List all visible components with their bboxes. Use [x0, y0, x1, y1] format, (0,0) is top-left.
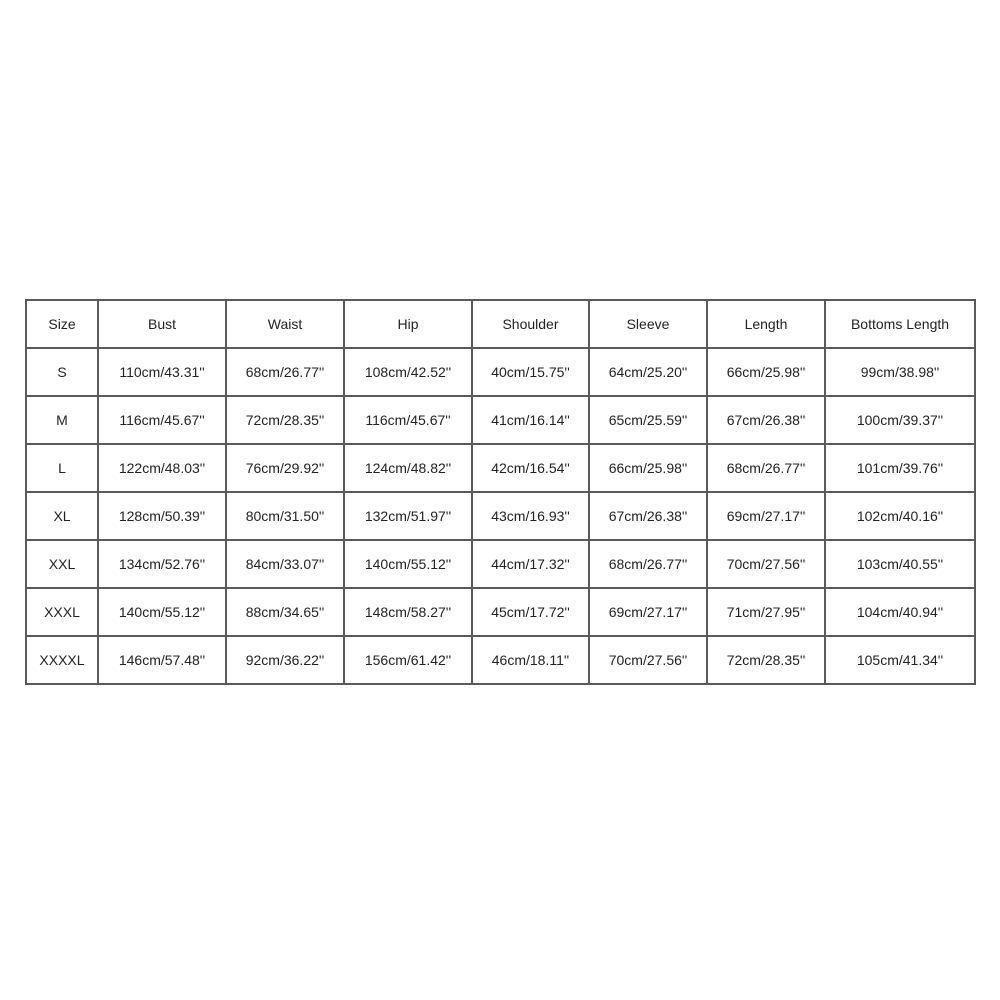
- size-cell: M: [26, 396, 98, 444]
- waist-cell: 76cm/29.92'': [226, 444, 344, 492]
- waist-cell: 68cm/26.77'': [226, 348, 344, 396]
- bottoms-length-cell: 101cm/39.76'': [825, 444, 975, 492]
- size-chart-table: [25, 299, 976, 685]
- sleeve-cell: 68cm/26.77'': [589, 540, 707, 588]
- header-bust: Bust: [98, 300, 226, 348]
- waist-cell: 84cm/33.07'': [226, 540, 344, 588]
- shoulder-cell: 40cm/15.75'': [472, 348, 589, 396]
- hip-cell: 124cm/48.82'': [344, 444, 472, 492]
- hip-cell: 116cm/45.67'': [344, 396, 472, 444]
- length-cell: 70cm/27.56'': [707, 540, 825, 588]
- hip-cell: 148cm/58.27'': [344, 588, 472, 636]
- size-cell: XXXL: [26, 588, 98, 636]
- length-cell: 66cm/25.98'': [707, 348, 825, 396]
- sleeve-cell: 65cm/25.59'': [589, 396, 707, 444]
- waist-cell: 92cm/36.22'': [226, 636, 344, 684]
- size-cell: S: [26, 348, 98, 396]
- length-cell: 72cm/28.35'': [707, 636, 825, 684]
- sleeve-cell: 70cm/27.56'': [589, 636, 707, 684]
- header-hip: Hip: [344, 300, 472, 348]
- hip-cell: 140cm/55.12'': [344, 540, 472, 588]
- bottoms-length-cell: 103cm/40.55'': [825, 540, 975, 588]
- header-bottoms-length: Bottoms Length: [825, 300, 975, 348]
- shoulder-cell: 45cm/17.72'': [472, 588, 589, 636]
- waist-cell: 88cm/34.65'': [226, 588, 344, 636]
- waist-cell: 80cm/31.50'': [226, 492, 344, 540]
- bottoms-length-cell: 99cm/38.98'': [825, 348, 975, 396]
- length-cell: 67cm/26.38'': [707, 396, 825, 444]
- bust-cell: 140cm/55.12'': [98, 588, 226, 636]
- size-cell: XXXXL: [26, 636, 98, 684]
- header-sleeve: Sleeve: [589, 300, 707, 348]
- bust-cell: 146cm/57.48'': [98, 636, 226, 684]
- shoulder-cell: 41cm/16.14'': [472, 396, 589, 444]
- sleeve-cell: 67cm/26.38'': [589, 492, 707, 540]
- shoulder-cell: 43cm/16.93'': [472, 492, 589, 540]
- length-cell: 69cm/27.17'': [707, 492, 825, 540]
- bust-cell: 116cm/45.67'': [98, 396, 226, 444]
- length-cell: 68cm/26.77'': [707, 444, 825, 492]
- bottoms-length-cell: 100cm/39.37'': [825, 396, 975, 444]
- bust-cell: 128cm/50.39'': [98, 492, 226, 540]
- size-cell: XXL: [26, 540, 98, 588]
- header-size: Size: [26, 300, 98, 348]
- header-shoulder: Shoulder: [472, 300, 589, 348]
- table-row: [26, 636, 975, 684]
- bust-cell: 122cm/48.03'': [98, 444, 226, 492]
- bottoms-length-cell: 104cm/40.94'': [825, 588, 975, 636]
- sleeve-cell: 64cm/25.20'': [589, 348, 707, 396]
- hip-cell: 108cm/42.52'': [344, 348, 472, 396]
- size-cell: XL: [26, 492, 98, 540]
- size-cell: L: [26, 444, 98, 492]
- header-row: [26, 300, 975, 348]
- header-waist: Waist: [226, 300, 344, 348]
- bottoms-length-cell: 102cm/40.16'': [825, 492, 975, 540]
- hip-cell: 156cm/61.42'': [344, 636, 472, 684]
- table-row: [26, 444, 975, 492]
- bottoms-length-cell: 105cm/41.34'': [825, 636, 975, 684]
- length-cell: 71cm/27.95'': [707, 588, 825, 636]
- table-row: [26, 492, 975, 540]
- hip-cell: 132cm/51.97'': [344, 492, 472, 540]
- header-length: Length: [707, 300, 825, 348]
- table-row: [26, 588, 975, 636]
- bust-cell: 134cm/52.76'': [98, 540, 226, 588]
- sleeve-cell: 69cm/27.17'': [589, 588, 707, 636]
- bust-cell: 110cm/43.31'': [98, 348, 226, 396]
- shoulder-cell: 44cm/17.32'': [472, 540, 589, 588]
- shoulder-cell: 42cm/16.54'': [472, 444, 589, 492]
- table-row: [26, 348, 975, 396]
- sleeve-cell: 66cm/25.98'': [589, 444, 707, 492]
- waist-cell: 72cm/28.35'': [226, 396, 344, 444]
- table-row: [26, 396, 975, 444]
- table-row: [26, 540, 975, 588]
- shoulder-cell: 46cm/18.11'': [472, 636, 589, 684]
